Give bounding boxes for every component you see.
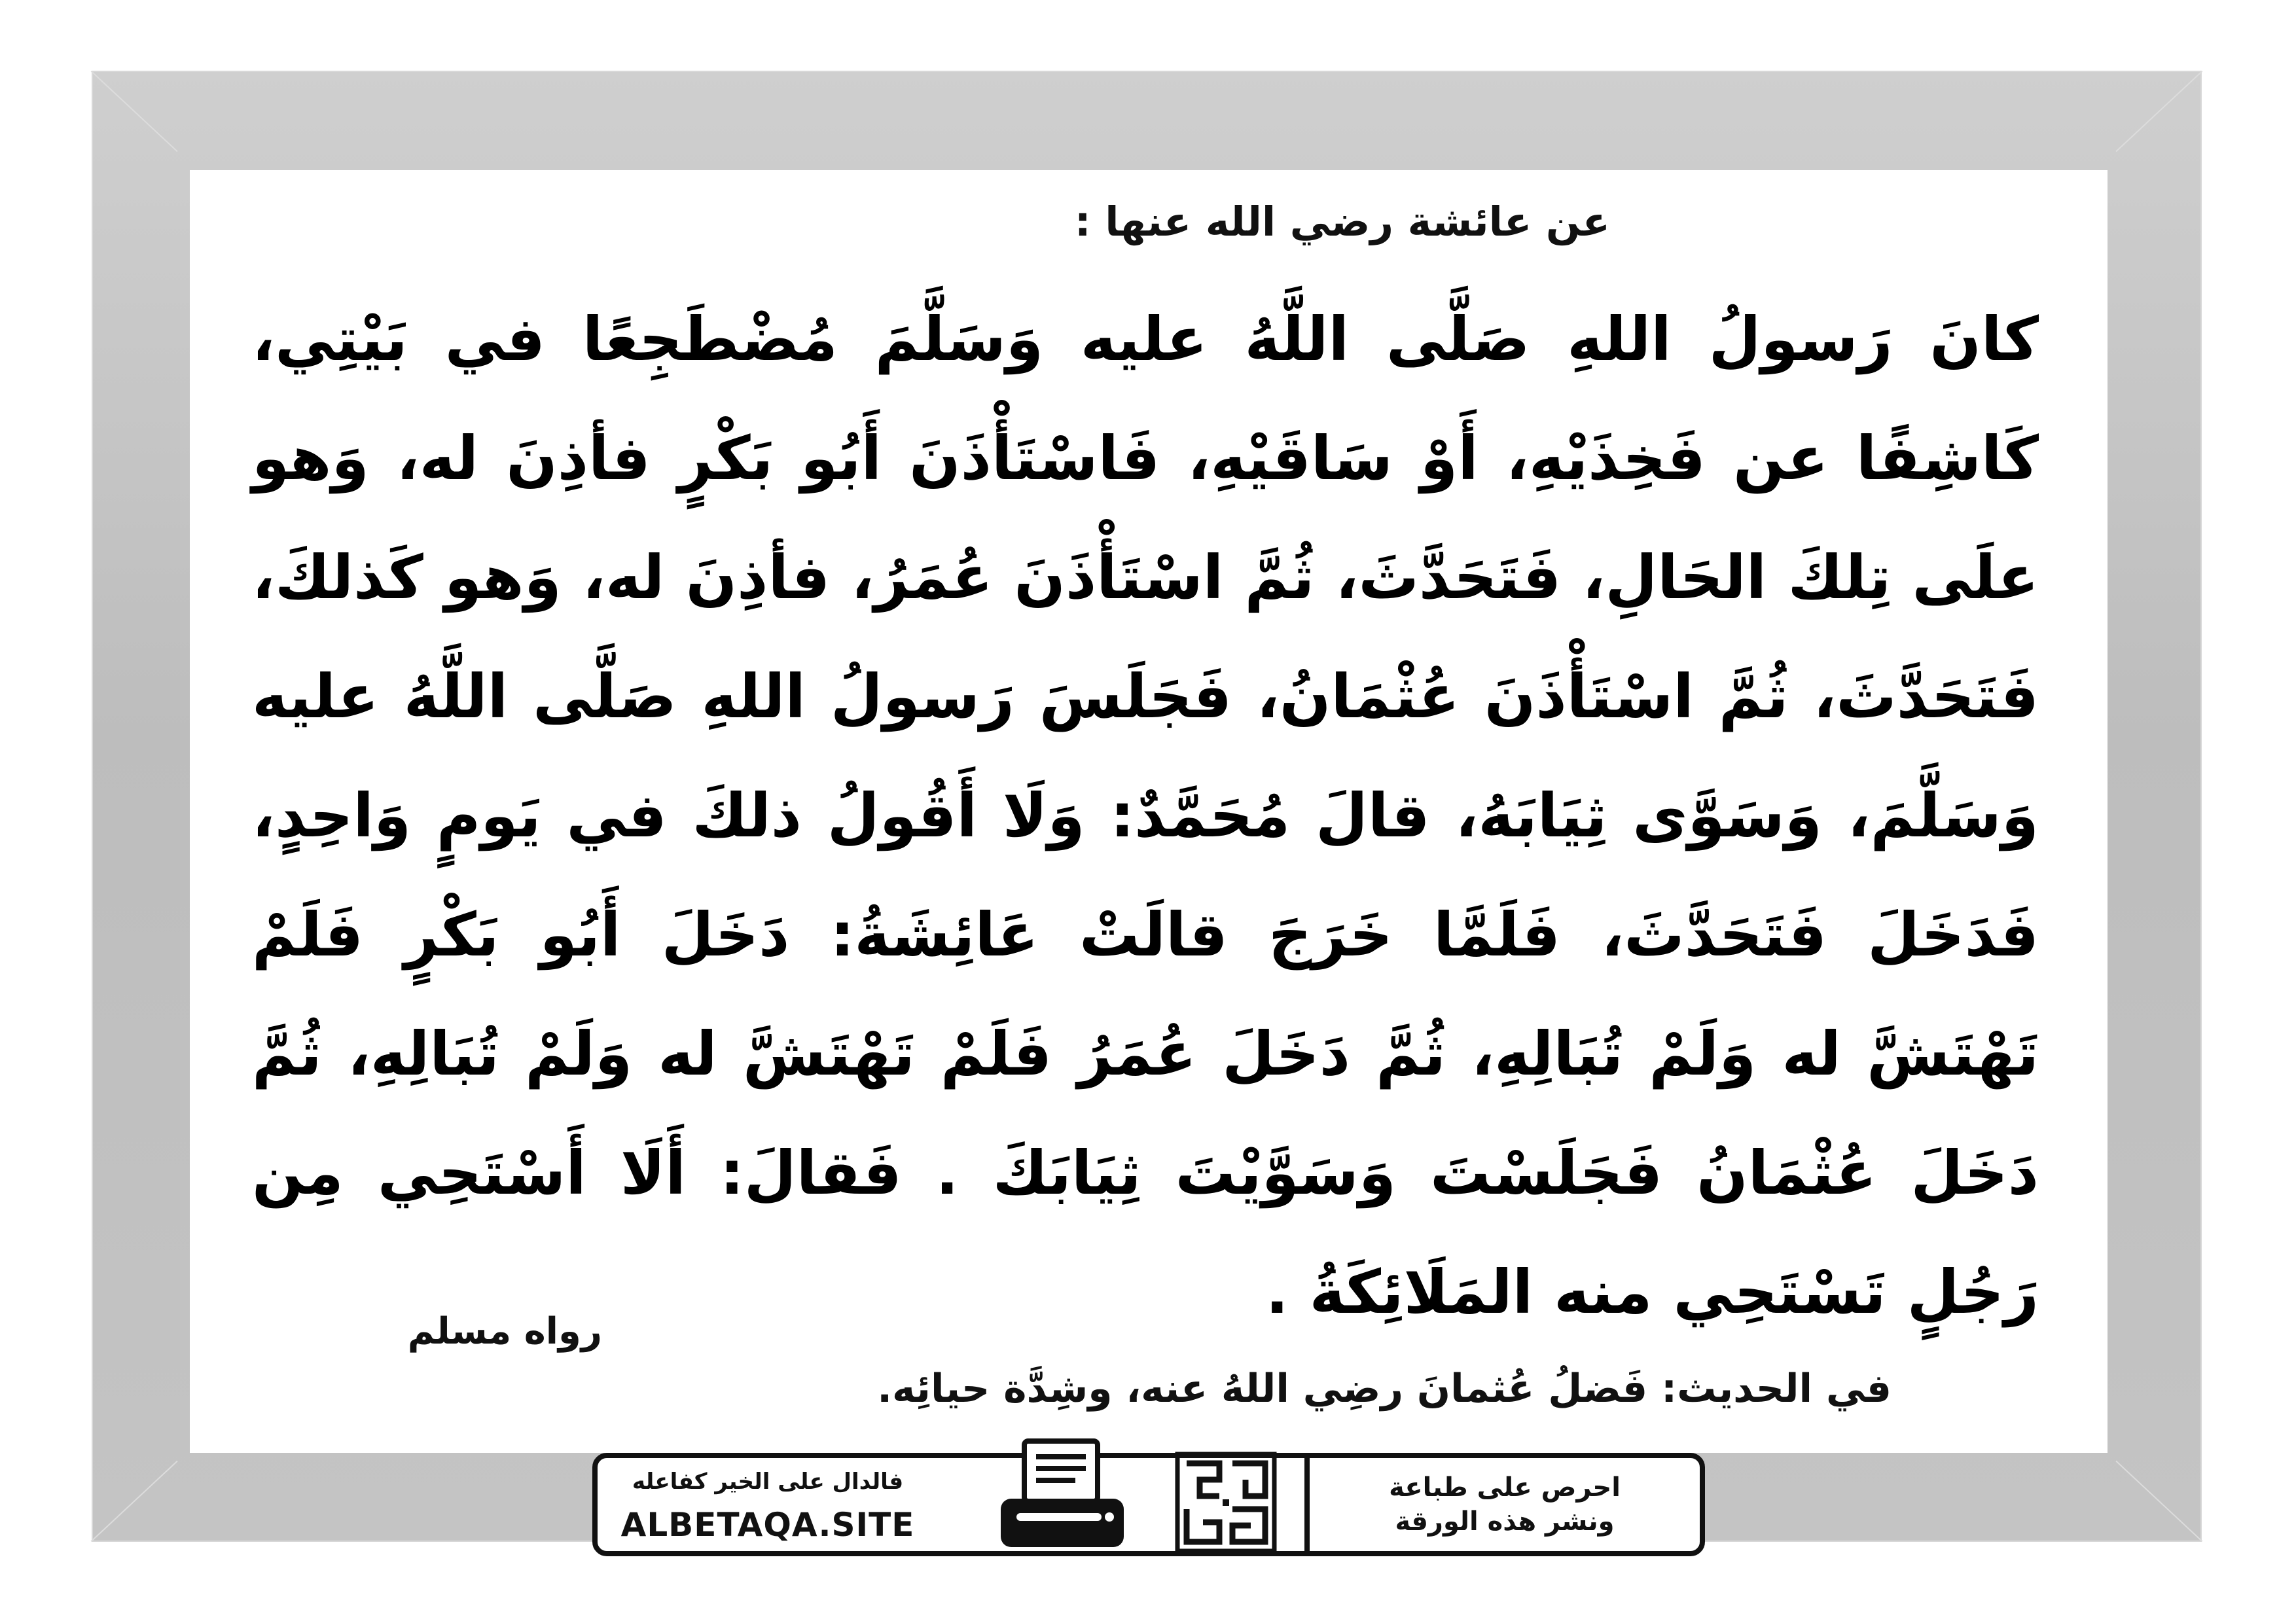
footer-site-box[interactable] [598,1458,938,1551]
footer-call-to-action [1310,1458,1700,1551]
footer-cta-line1: احرص على طباعة [1389,1472,1621,1503]
printer-icon [997,1438,1128,1563]
frame-corner-bottom-left [91,1461,178,1542]
footer-motto: فالدال على الخير كفاعله [632,1469,904,1495]
hadith-lesson: في الحديث: فَضلُ عُثمانَ رضِي اللهُ عنه، وشِدَّة حيائِه. [877,1366,1892,1412]
frame-corner-bottom-right [2115,1461,2202,1542]
footer-banner [592,1453,1705,1556]
footer-divider [1304,1458,1310,1551]
footer-site-link[interactable]: ALBETAQA.SITE [620,1506,915,1544]
footer-cta-line2: ونشر هذه الورقة [1395,1507,1615,1537]
content-sheet [190,170,2108,1453]
hadith-text: كانَ رَسولُ اللهِ صَلَّى اللَّهُ عليه وَسَلَّمَ مُضْطَجِعًا في بَيْتِي، كَاشِفًا عن فَخِذَيْهِ، أَوْ سَاقَيْهِ، فَاسْتَأْذَنَ أَبُو بَكْرٍ فأذِنَ له، وَهو علَى تِلكَ الحَالِ، فَتَحَدَّثَ، ثُمَّ اسْتَأْذَنَ عُمَرُ، فأذِنَ له، وَهو كَذلكَ، فَتَحَدَّثَ، ثُمَّ اسْتَأْذَنَ عُثْمَانُ، فَجَلَسَ رَسولُ اللهِ صَلَّى اللَّهُ عليه وَسَلَّمَ، وَسَوَّى ثِيَابَهُ، قالَ مُحَمَّدٌ: وَلَا أَقُولُ ذلكَ في يَومٍ وَاحِدٍ، فَدَخَلَ فَتَحَدَّثَ، فَلَمَّا خَرَجَ قالَتْ عَائِشَةُ: دَخَلَ أَبُو بَكْرٍ فَلَمْ تَهْتَشَّ له وَلَمْ تُبَالِهِ، ثُمَّ دَخَلَ عُمَرُ فَلَمْ تَهْتَشَّ له وَلَمْ تُبَالِهِ، ثُمَّ دَخَلَ عُثْمَانُ فَجَلَسْتَ وَسَوَّيْتَ ثِيَابَكَ . فَقالَ: أَلَا أَسْتَحِي مِن رَجُلٍ تَسْتَحِي منه المَلَائِكَةُ . [252,304,2039,1327]
dawah-logo [1174,1450,1278,1555]
hadith-narrator: رواه مسلم [407,1310,602,1353]
hadith-title: عن عائشة رضي الله عنها : [1074,198,1610,245]
